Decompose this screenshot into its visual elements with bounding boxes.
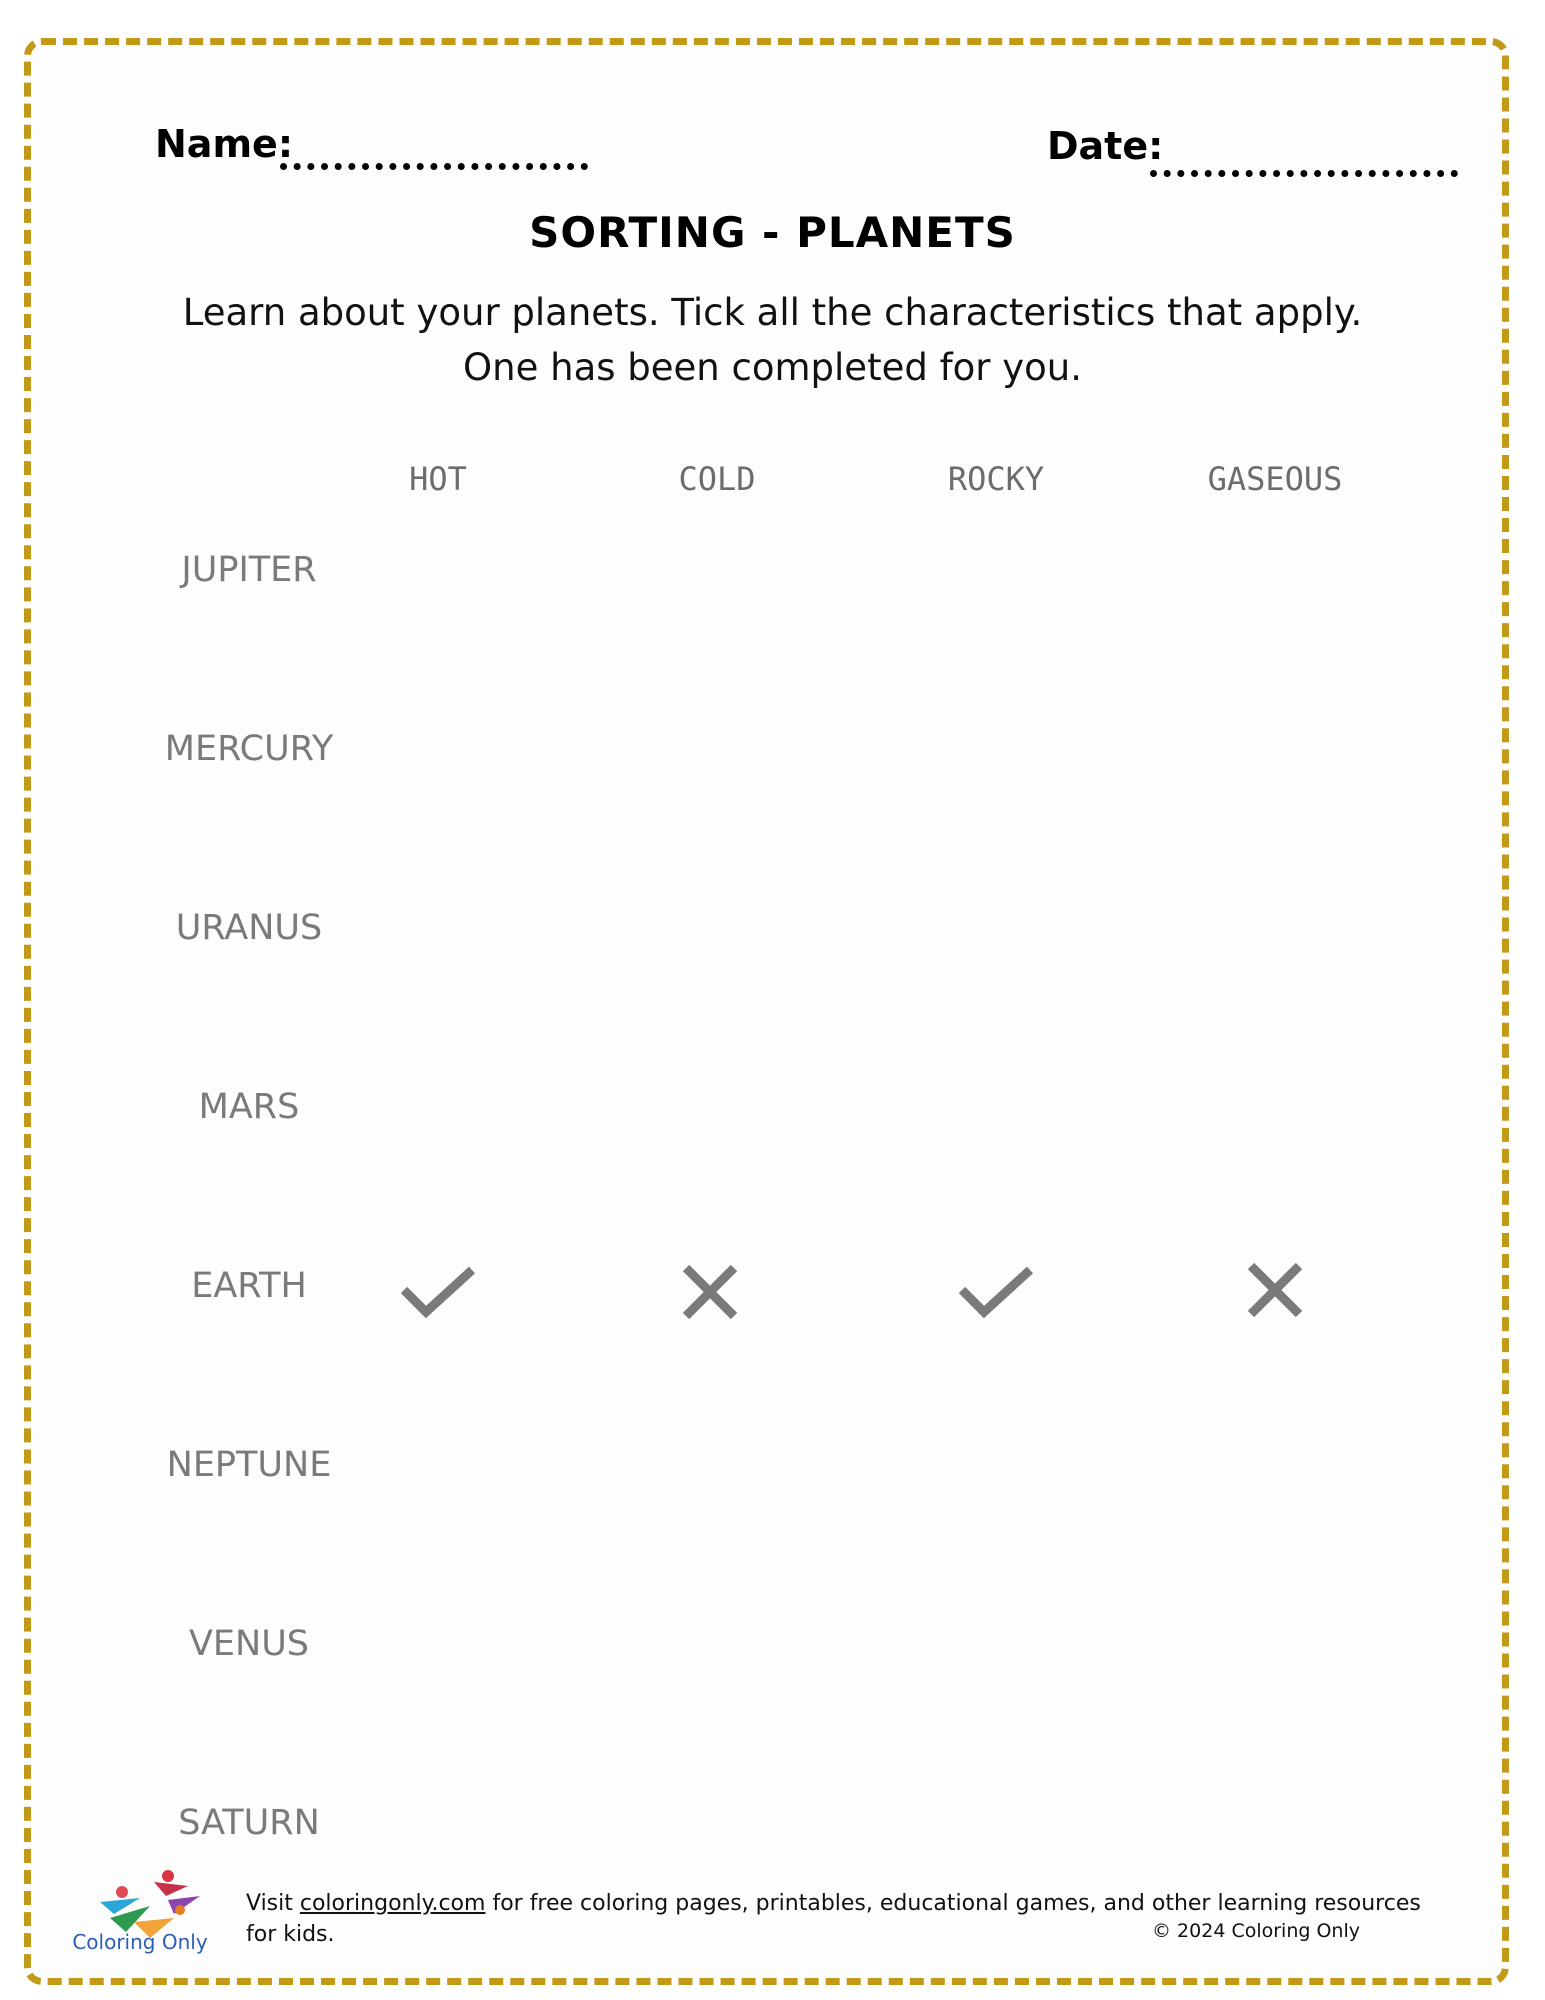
name-label: Name: — [155, 122, 294, 166]
column-header-gaseous: GASEOUS — [1207, 460, 1343, 498]
date-label: Date: — [1047, 124, 1164, 168]
row-label-venus: VENUS — [188, 1624, 310, 1664]
column-header-hot: HOT — [409, 460, 467, 498]
name-field-line[interactable] — [280, 163, 588, 170]
cross-icon — [1235, 1260, 1315, 1320]
row-label-jupiter: JUPITER — [181, 550, 317, 590]
column-header-rocky: ROCKY — [947, 460, 1045, 498]
row-label-uranus: URANUS — [175, 908, 323, 948]
row-label-earth: EARTH — [191, 1266, 307, 1306]
instructions: Learn about your planets. Tick all the characteristics that apply. One has been completed for you. — [182, 291, 1363, 389]
cross-icon — [670, 1262, 750, 1322]
footer-visit-prefix: Visit — [246, 1891, 300, 1916]
check-icon — [398, 1262, 478, 1322]
date-field-line[interactable] — [1150, 170, 1458, 177]
worksheet-title: SORTING - PLANETS — [529, 208, 1016, 257]
footer-visit-suffix: for free coloring pages, printables, educational games, and other learning resources for kids. — [246, 1891, 1421, 1947]
logo-text: Coloring Only — [72, 1930, 208, 1954]
footer-website-link[interactable]: coloringonly.com — [299, 1891, 486, 1916]
copyright-notice: © 2024 Coloring Only — [1152, 1920, 1360, 1942]
row-label-mars: MARS — [198, 1087, 300, 1127]
row-label-neptune: NEPTUNE — [166, 1445, 332, 1485]
row-label-mercury: MERCURY — [164, 729, 334, 769]
column-header-cold: COLD — [678, 460, 756, 498]
check-icon — [956, 1262, 1036, 1322]
row-label-saturn: SATURN — [178, 1803, 320, 1843]
